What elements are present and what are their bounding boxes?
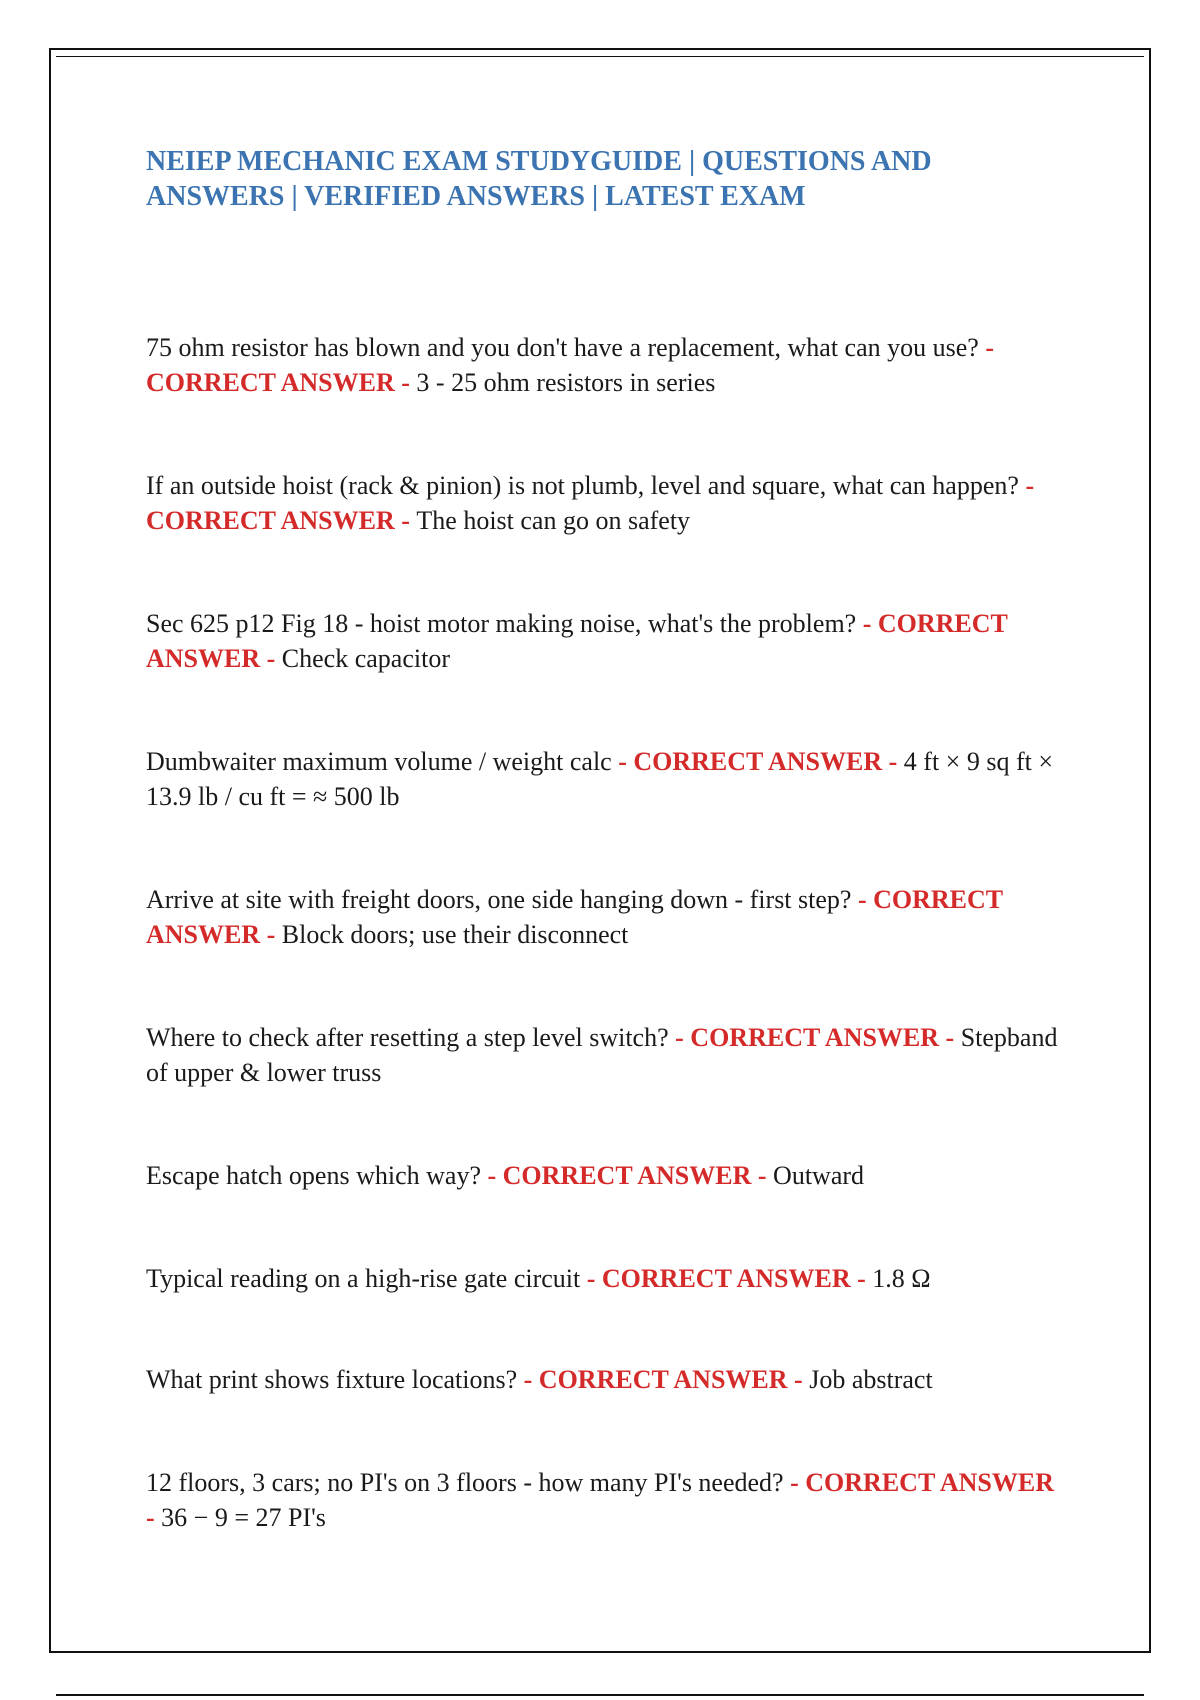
answer-text: 1.8 Ω <box>872 1264 931 1293</box>
answer-text: Outward <box>773 1161 865 1190</box>
answer-text: The hoist can go on safety <box>416 506 691 535</box>
qa-item <box>146 744 1066 814</box>
correct-answer-label: - CORRECT ANSWER - <box>586 1264 873 1293</box>
qa-item <box>146 1465 1066 1535</box>
answer-text: Job abstract <box>809 1365 933 1394</box>
question-text: Typical reading on a high-rise gate circuit <box>146 1264 587 1293</box>
question-text: 12 floors, 3 cars; no PI's on 3 floors - how many PI's needed? <box>146 1468 791 1497</box>
correct-answer-label: - CORRECT ANSWER - <box>675 1023 961 1052</box>
question-text: Arrive at site with freight doors, one side hanging down - first step? <box>146 885 858 914</box>
question-text: What print shows fixture locations? <box>146 1365 524 1394</box>
answer-text: 4 ft × 9 sq ft × 13.9 lb / cu ft = ≈ 500 lb <box>146 747 1053 811</box>
footer-rule <box>56 1694 1144 1696</box>
correct-answer-label: - CORRECT ANSWER - <box>146 885 1003 949</box>
correct-answer-label: - CORRECT ANSWER - <box>146 1468 1055 1532</box>
question-text: 75 ohm resistor has blown and you don't have a replacement, what can you use? <box>146 333 986 362</box>
correct-answer-label: - CORRECT ANSWER - <box>146 471 1035 535</box>
answer-text: Stepband of upper & lower truss <box>146 1023 1058 1087</box>
question-text: If an outside hoist (rack & pinion) is not plumb, level and square, what can happen? <box>146 471 1026 500</box>
answer-text: Check capacitor <box>281 644 450 673</box>
correct-answer-label: - CORRECT ANSWER - <box>146 609 1008 673</box>
qa-item <box>146 1261 1066 1296</box>
document-title: NEIEP MECHANIC EXAM STUDYGUIDE | QUESTIONS AND ANSWERS | VERIFIED ANSWERS | LATEST EXAM <box>146 146 932 212</box>
question-text: Where to check after resetting a step level switch? <box>146 1023 676 1052</box>
qa-item <box>146 882 1066 952</box>
qa-item <box>146 468 1066 538</box>
frame-top-rule <box>56 56 1144 57</box>
qa-item <box>146 1362 1066 1397</box>
question-text: Sec 625 p12 Fig 18 - hoist motor making noise, what's the problem? <box>146 609 863 638</box>
qa-item <box>146 606 1066 676</box>
qa-item <box>146 1020 1066 1090</box>
answer-text: 3 - 25 ohm resistors in series <box>416 368 716 397</box>
answer-text: Block doors; use their disconnect <box>281 920 629 949</box>
correct-answer-label: - CORRECT ANSWER - <box>618 747 904 776</box>
question-text: Dumbwaiter maximum volume / weight calc <box>146 747 619 776</box>
question-text: Escape hatch opens which way? <box>146 1161 488 1190</box>
correct-answer-label: - CORRECT ANSWER - <box>523 1365 810 1394</box>
qa-item <box>146 1158 1066 1193</box>
answer-text: 36 − 9 = 27 PI's <box>161 1503 326 1532</box>
correct-answer-label: - CORRECT ANSWER - <box>487 1161 774 1190</box>
correct-answer-label: - CORRECT ANSWER - <box>146 333 995 397</box>
qa-item <box>146 330 1066 400</box>
page-frame <box>49 48 1151 1653</box>
